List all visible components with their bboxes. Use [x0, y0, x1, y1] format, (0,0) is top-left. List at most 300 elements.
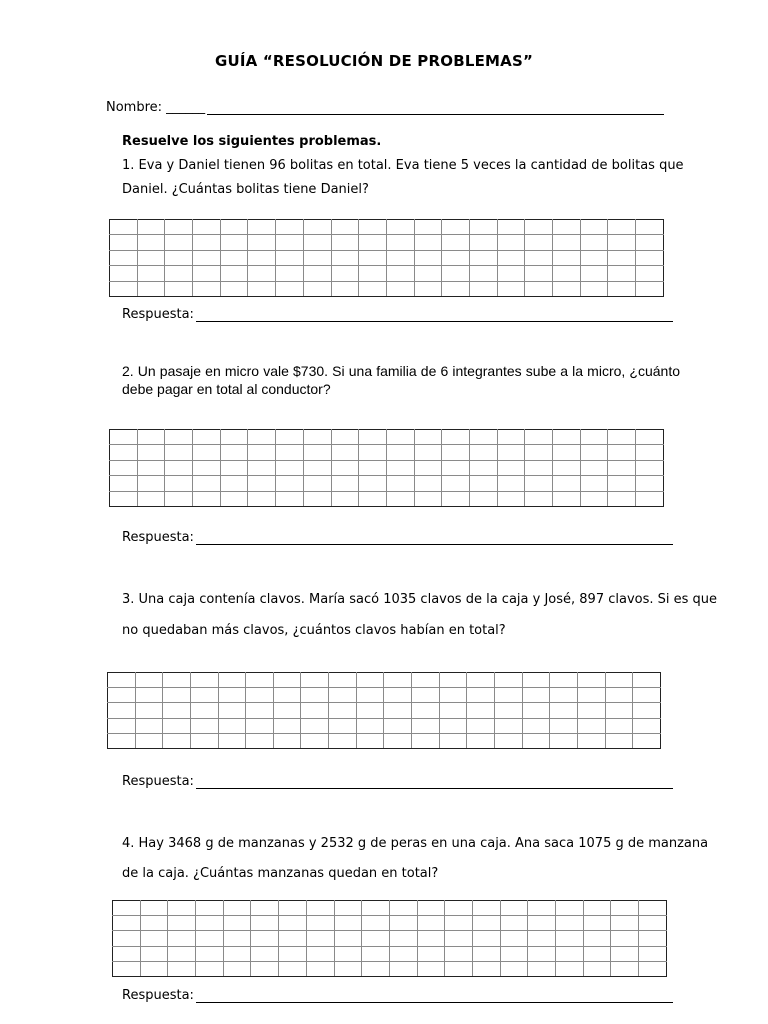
- grid-cell[interactable]: [636, 266, 664, 281]
- grid-cell[interactable]: [220, 266, 248, 281]
- grid-cell[interactable]: [220, 250, 248, 265]
- grid-cell[interactable]: [445, 901, 473, 916]
- grid-cell[interactable]: [577, 703, 605, 718]
- answer-field-1[interactable]: [122, 307, 673, 322]
- grid-cell[interactable]: [137, 476, 165, 491]
- grid-cell[interactable]: [329, 733, 357, 748]
- grid-cell[interactable]: [110, 281, 138, 296]
- grid-cell[interactable]: [386, 235, 414, 250]
- grid-cell[interactable]: [108, 673, 136, 688]
- grid-cell[interactable]: [108, 703, 136, 718]
- grid-cell[interactable]: [472, 916, 500, 931]
- grid-cell[interactable]: [220, 235, 248, 250]
- grid-cell[interactable]: [580, 491, 608, 506]
- grid-cell[interactable]: [190, 733, 218, 748]
- grid-cell[interactable]: [331, 281, 359, 296]
- grid-cell[interactable]: [583, 946, 611, 961]
- grid-cell[interactable]: [550, 673, 578, 688]
- grid-cell[interactable]: [467, 673, 495, 688]
- grid-cell[interactable]: [246, 673, 274, 688]
- grid-cell[interactable]: [218, 703, 246, 718]
- grid-cell[interactable]: [386, 460, 414, 475]
- grid-cell[interactable]: [494, 688, 522, 703]
- grid-cell[interactable]: [522, 733, 550, 748]
- grid-cell[interactable]: [301, 733, 329, 748]
- grid-cell[interactable]: [135, 733, 163, 748]
- grid-cell[interactable]: [414, 460, 442, 475]
- grid-cell[interactable]: [140, 961, 168, 976]
- grid-cell[interactable]: [469, 235, 497, 250]
- grid-cell[interactable]: [248, 491, 276, 506]
- grid-cell[interactable]: [550, 718, 578, 733]
- grid-cell[interactable]: [306, 961, 334, 976]
- grid-cell[interactable]: [636, 220, 664, 235]
- grid-cell[interactable]: [137, 235, 165, 250]
- grid-cell[interactable]: [362, 961, 390, 976]
- answer-blank-line[interactable]: [196, 776, 673, 789]
- grid-cell[interactable]: [246, 733, 274, 748]
- grid-cell[interactable]: [522, 703, 550, 718]
- grid-cell[interactable]: [334, 931, 362, 946]
- grid-cell[interactable]: [439, 688, 467, 703]
- grid-cell[interactable]: [165, 266, 193, 281]
- grid-cell[interactable]: [193, 491, 221, 506]
- grid-cell[interactable]: [528, 901, 556, 916]
- grid-cell[interactable]: [500, 931, 528, 946]
- grid-cell[interactable]: [329, 718, 357, 733]
- grid-cell[interactable]: [193, 235, 221, 250]
- grid-cell[interactable]: [279, 916, 307, 931]
- grid-cell[interactable]: [110, 235, 138, 250]
- grid-cell[interactable]: [356, 718, 384, 733]
- grid-cell[interactable]: [525, 220, 553, 235]
- grid-cell[interactable]: [137, 430, 165, 445]
- grid-cell[interactable]: [445, 916, 473, 931]
- grid-cell[interactable]: [469, 430, 497, 445]
- grid-cell[interactable]: [140, 946, 168, 961]
- grid-cell[interactable]: [193, 445, 221, 460]
- grid-cell[interactable]: [580, 430, 608, 445]
- grid-cell[interactable]: [553, 430, 581, 445]
- grid-cell[interactable]: [442, 266, 470, 281]
- grid-cell[interactable]: [329, 703, 357, 718]
- grid-cell[interactable]: [110, 476, 138, 491]
- grid-cell[interactable]: [165, 281, 193, 296]
- grid-cell[interactable]: [329, 688, 357, 703]
- grid-cell[interactable]: [442, 430, 470, 445]
- grid-cell[interactable]: [279, 901, 307, 916]
- grid-cell[interactable]: [331, 266, 359, 281]
- grid-cell[interactable]: [417, 916, 445, 931]
- grid-cell[interactable]: [140, 901, 168, 916]
- grid-cell[interactable]: [137, 250, 165, 265]
- grid-cell[interactable]: [553, 491, 581, 506]
- grid-cell[interactable]: [163, 718, 191, 733]
- grid-cell[interactable]: [165, 430, 193, 445]
- grid-cell[interactable]: [497, 445, 525, 460]
- grid-cell[interactable]: [193, 220, 221, 235]
- grid-cell[interactable]: [251, 901, 279, 916]
- grid-cell[interactable]: [140, 931, 168, 946]
- grid-cell[interactable]: [251, 916, 279, 931]
- grid-cell[interactable]: [497, 476, 525, 491]
- grid-cell[interactable]: [356, 673, 384, 688]
- grid-cell[interactable]: [439, 733, 467, 748]
- grid-cell[interactable]: [494, 703, 522, 718]
- grid-cell[interactable]: [220, 220, 248, 235]
- grid-cell[interactable]: [389, 931, 417, 946]
- grid-cell[interactable]: [303, 250, 331, 265]
- grid-cell[interactable]: [414, 220, 442, 235]
- grid-cell[interactable]: [412, 673, 440, 688]
- grid-cell[interactable]: [165, 445, 193, 460]
- grid-cell[interactable]: [414, 235, 442, 250]
- grid-cell[interactable]: [386, 220, 414, 235]
- grid-cell[interactable]: [384, 733, 412, 748]
- grid-cell[interactable]: [306, 901, 334, 916]
- grid-cell[interactable]: [193, 250, 221, 265]
- grid-cell[interactable]: [362, 931, 390, 946]
- grid-cell[interactable]: [168, 961, 196, 976]
- grid-cell[interactable]: [577, 673, 605, 688]
- grid-cell[interactable]: [384, 718, 412, 733]
- grid-cell[interactable]: [384, 673, 412, 688]
- grid-cell[interactable]: [110, 460, 138, 475]
- grid-cell[interactable]: [163, 688, 191, 703]
- grid-cell[interactable]: [445, 931, 473, 946]
- name-blank-line[interactable]: [207, 102, 664, 115]
- grid-cell[interactable]: [553, 281, 581, 296]
- grid-cell[interactable]: [165, 460, 193, 475]
- grid-cell[interactable]: [246, 688, 274, 703]
- grid-cell[interactable]: [412, 703, 440, 718]
- answer-blank-line[interactable]: [196, 309, 673, 322]
- grid-cell[interactable]: [580, 250, 608, 265]
- grid-cell[interactable]: [608, 266, 636, 281]
- grid-cell[interactable]: [608, 250, 636, 265]
- grid-cell[interactable]: [500, 946, 528, 961]
- grid-cell[interactable]: [196, 946, 224, 961]
- grid-cell[interactable]: [528, 961, 556, 976]
- grid-cell[interactable]: [386, 266, 414, 281]
- grid-cell[interactable]: [389, 916, 417, 931]
- grid-cell[interactable]: [248, 476, 276, 491]
- grid-cell[interactable]: [608, 445, 636, 460]
- grid-cell[interactable]: [633, 703, 661, 718]
- grid-cell[interactable]: [611, 961, 639, 976]
- grid-cell[interactable]: [276, 250, 304, 265]
- grid-cell[interactable]: [472, 961, 500, 976]
- grid-cell[interactable]: [386, 281, 414, 296]
- grid-cell[interactable]: [113, 931, 141, 946]
- grid-cell[interactable]: [522, 688, 550, 703]
- grid-cell[interactable]: [525, 250, 553, 265]
- grid-cell[interactable]: [220, 281, 248, 296]
- grid-cell[interactable]: [389, 901, 417, 916]
- grid-cell[interactable]: [193, 281, 221, 296]
- grid-cell[interactable]: [439, 703, 467, 718]
- grid-cell[interactable]: [497, 430, 525, 445]
- grid-cell[interactable]: [494, 673, 522, 688]
- grid-cell[interactable]: [362, 946, 390, 961]
- grid-table[interactable]: [109, 219, 664, 297]
- grid-cell[interactable]: [359, 266, 387, 281]
- grid-cell[interactable]: [442, 460, 470, 475]
- grid-cell[interactable]: [279, 961, 307, 976]
- grid-cell[interactable]: [356, 733, 384, 748]
- grid-cell[interactable]: [248, 445, 276, 460]
- grid-cell[interactable]: [497, 250, 525, 265]
- grid-cell[interactable]: [417, 931, 445, 946]
- grid-cell[interactable]: [137, 491, 165, 506]
- grid-cell[interactable]: [636, 445, 664, 460]
- grid-cell[interactable]: [522, 718, 550, 733]
- grid-cell[interactable]: [220, 491, 248, 506]
- grid-cell[interactable]: [611, 901, 639, 916]
- grid-cell[interactable]: [553, 266, 581, 281]
- grid-cell[interactable]: [556, 901, 584, 916]
- grid-cell[interactable]: [583, 916, 611, 931]
- grid-cell[interactable]: [469, 476, 497, 491]
- grid-cell[interactable]: [168, 916, 196, 931]
- grid-table[interactable]: [109, 429, 664, 507]
- grid-cell[interactable]: [580, 220, 608, 235]
- grid-cell[interactable]: [636, 491, 664, 506]
- grid-cell[interactable]: [639, 946, 667, 961]
- grid-cell[interactable]: [273, 673, 301, 688]
- grid-cell[interactable]: [442, 250, 470, 265]
- grid-cell[interactable]: [469, 281, 497, 296]
- grid-cell[interactable]: [248, 220, 276, 235]
- grid-cell[interactable]: [525, 430, 553, 445]
- grid-cell[interactable]: [469, 460, 497, 475]
- grid-cell[interactable]: [196, 916, 224, 931]
- grid-cell[interactable]: [223, 901, 251, 916]
- answer-blank-line[interactable]: [196, 532, 673, 545]
- grid-cell[interactable]: [497, 220, 525, 235]
- grid-cell[interactable]: [273, 718, 301, 733]
- grid-cell[interactable]: [359, 460, 387, 475]
- grid-cell[interactable]: [553, 250, 581, 265]
- grid-cell[interactable]: [500, 961, 528, 976]
- grid-cell[interactable]: [113, 916, 141, 931]
- grid-cell[interactable]: [334, 961, 362, 976]
- grid-cell[interactable]: [163, 733, 191, 748]
- grid-cell[interactable]: [306, 916, 334, 931]
- grid-cell[interactable]: [442, 220, 470, 235]
- grid-cell[interactable]: [196, 931, 224, 946]
- grid-table[interactable]: [107, 672, 661, 749]
- grid-cell[interactable]: [248, 266, 276, 281]
- grid-cell[interactable]: [359, 430, 387, 445]
- grid-cell[interactable]: [301, 688, 329, 703]
- grid-cell[interactable]: [248, 250, 276, 265]
- grid-cell[interactable]: [218, 733, 246, 748]
- grid-cell[interactable]: [110, 430, 138, 445]
- grid-cell[interactable]: [608, 235, 636, 250]
- grid-cell[interactable]: [303, 445, 331, 460]
- grid-cell[interactable]: [636, 476, 664, 491]
- grid-cell[interactable]: [306, 931, 334, 946]
- grid-cell[interactable]: [414, 476, 442, 491]
- grid-cell[interactable]: [611, 916, 639, 931]
- grid-cell[interactable]: [276, 281, 304, 296]
- grid-table[interactable]: [112, 900, 667, 977]
- grid-cell[interactable]: [331, 476, 359, 491]
- grid-cell[interactable]: [469, 445, 497, 460]
- grid-cell[interactable]: [386, 250, 414, 265]
- grid-cell[interactable]: [301, 718, 329, 733]
- grid-cell[interactable]: [276, 445, 304, 460]
- grid-cell[interactable]: [193, 460, 221, 475]
- grid-cell[interactable]: [273, 688, 301, 703]
- grid-cell[interactable]: [276, 235, 304, 250]
- grid-cell[interactable]: [359, 220, 387, 235]
- grid-cell[interactable]: [276, 430, 304, 445]
- grid-cell[interactable]: [135, 718, 163, 733]
- grid-cell[interactable]: [467, 733, 495, 748]
- grid-cell[interactable]: [223, 916, 251, 931]
- grid-cell[interactable]: [223, 931, 251, 946]
- grid-cell[interactable]: [636, 235, 664, 250]
- grid-cell[interactable]: [414, 445, 442, 460]
- grid-cell[interactable]: [577, 718, 605, 733]
- grid-cell[interactable]: [608, 281, 636, 296]
- grid-cell[interactable]: [220, 445, 248, 460]
- grid-cell[interactable]: [605, 673, 633, 688]
- grid-cell[interactable]: [605, 718, 633, 733]
- grid-cell[interactable]: [279, 931, 307, 946]
- grid-cell[interactable]: [580, 235, 608, 250]
- grid-cell[interactable]: [608, 476, 636, 491]
- grid-cell[interactable]: [414, 491, 442, 506]
- grid-cell[interactable]: [553, 476, 581, 491]
- grid-cell[interactable]: [137, 281, 165, 296]
- grid-cell[interactable]: [414, 266, 442, 281]
- grid-cell[interactable]: [472, 931, 500, 946]
- grid-cell[interactable]: [439, 718, 467, 733]
- grid-cell[interactable]: [580, 460, 608, 475]
- grid-cell[interactable]: [196, 901, 224, 916]
- grid-cell[interactable]: [580, 476, 608, 491]
- grid-cell[interactable]: [386, 445, 414, 460]
- answer-blank-line[interactable]: [196, 990, 673, 1003]
- grid-cell[interactable]: [135, 673, 163, 688]
- grid-cell[interactable]: [608, 460, 636, 475]
- grid-cell[interactable]: [362, 916, 390, 931]
- grid-cell[interactable]: [331, 491, 359, 506]
- grid-cell[interactable]: [636, 281, 664, 296]
- grid-cell[interactable]: [525, 460, 553, 475]
- grid-cell[interactable]: [605, 733, 633, 748]
- grid-cell[interactable]: [135, 688, 163, 703]
- grid-cell[interactable]: [331, 445, 359, 460]
- grid-cell[interactable]: [168, 901, 196, 916]
- grid-cell[interactable]: [528, 916, 556, 931]
- grid-cell[interactable]: [276, 266, 304, 281]
- grid-cell[interactable]: [389, 961, 417, 976]
- grid-cell[interactable]: [467, 688, 495, 703]
- grid-cell[interactable]: [583, 901, 611, 916]
- grid-cell[interactable]: [251, 931, 279, 946]
- grid-cell[interactable]: [331, 250, 359, 265]
- grid-cell[interactable]: [140, 916, 168, 931]
- grid-cell[interactable]: [303, 430, 331, 445]
- grid-cell[interactable]: [608, 430, 636, 445]
- grid-cell[interactable]: [329, 673, 357, 688]
- grid-cell[interactable]: [556, 931, 584, 946]
- grid-cell[interactable]: [494, 718, 522, 733]
- grid-cell[interactable]: [605, 703, 633, 718]
- grid-cell[interactable]: [633, 733, 661, 748]
- grid-cell[interactable]: [467, 718, 495, 733]
- grid-cell[interactable]: [165, 220, 193, 235]
- grid-cell[interactable]: [303, 235, 331, 250]
- grid-cell[interactable]: [525, 281, 553, 296]
- answer-field-2[interactable]: [122, 530, 673, 545]
- grid-cell[interactable]: [522, 673, 550, 688]
- grid-cell[interactable]: [467, 703, 495, 718]
- grid-cell[interactable]: [110, 491, 138, 506]
- grid-cell[interactable]: [193, 476, 221, 491]
- grid-cell[interactable]: [553, 460, 581, 475]
- grid-cell[interactable]: [137, 220, 165, 235]
- grid-cell[interactable]: [611, 931, 639, 946]
- grid-cell[interactable]: [110, 266, 138, 281]
- grid-cell[interactable]: [303, 476, 331, 491]
- grid-cell[interactable]: [334, 916, 362, 931]
- grid-cell[interactable]: [331, 430, 359, 445]
- grid-cell[interactable]: [248, 430, 276, 445]
- grid-cell[interactable]: [442, 476, 470, 491]
- grid-cell[interactable]: [165, 250, 193, 265]
- grid-cell[interactable]: [359, 491, 387, 506]
- grid-cell[interactable]: [251, 961, 279, 976]
- grid-cell[interactable]: [359, 476, 387, 491]
- grid-cell[interactable]: [359, 445, 387, 460]
- grid-cell[interactable]: [580, 281, 608, 296]
- grid-cell[interactable]: [469, 266, 497, 281]
- grid-cell[interactable]: [223, 946, 251, 961]
- grid-cell[interactable]: [553, 220, 581, 235]
- grid-cell[interactable]: [550, 703, 578, 718]
- grid-cell[interactable]: [331, 235, 359, 250]
- grid-cell[interactable]: [110, 250, 138, 265]
- answer-field-3[interactable]: [122, 774, 673, 789]
- grid-cell[interactable]: [414, 281, 442, 296]
- grid-cell[interactable]: [497, 460, 525, 475]
- grid-cell[interactable]: [500, 901, 528, 916]
- grid-cell[interactable]: [168, 931, 196, 946]
- grid-cell[interactable]: [445, 961, 473, 976]
- grid-cell[interactable]: [359, 281, 387, 296]
- grid-cell[interactable]: [113, 946, 141, 961]
- grid-cell[interactable]: [412, 733, 440, 748]
- grid-cell[interactable]: [165, 491, 193, 506]
- grid-cell[interactable]: [580, 266, 608, 281]
- grid-cell[interactable]: [165, 235, 193, 250]
- grid-cell[interactable]: [190, 703, 218, 718]
- grid-cell[interactable]: [384, 688, 412, 703]
- grid-cell[interactable]: [193, 266, 221, 281]
- grid-cell[interactable]: [137, 266, 165, 281]
- grid-cell[interactable]: [550, 733, 578, 748]
- grid-cell[interactable]: [386, 476, 414, 491]
- grid-cell[interactable]: [577, 733, 605, 748]
- grid-cell[interactable]: [550, 688, 578, 703]
- grid-cell[interactable]: [251, 946, 279, 961]
- grid-cell[interactable]: [605, 688, 633, 703]
